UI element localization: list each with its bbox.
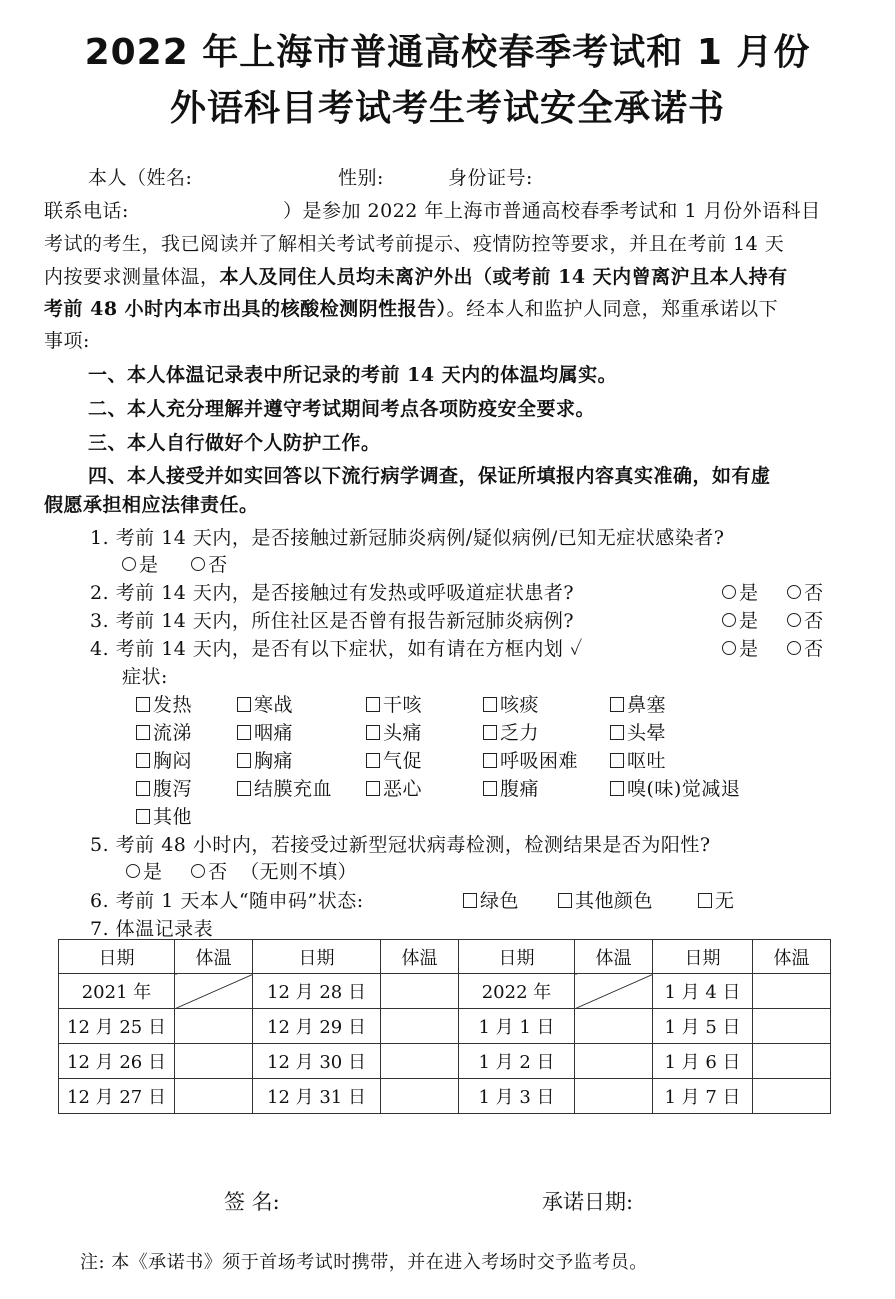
temperature-cell[interactable] xyxy=(175,1009,253,1044)
intro-line-4-normal: 内按要求测量体温， xyxy=(44,266,220,288)
symptom-label: 头痛 xyxy=(383,722,423,744)
symptom-checkbox[interactable] xyxy=(237,690,293,717)
date-cell: 1 月 4 日 xyxy=(653,974,753,1009)
date-cell: 2022 年 xyxy=(459,974,575,1009)
q6-option-other[interactable]: 其他颜色 xyxy=(558,886,653,913)
title-line-2: 外语科目考试考生考试安全承诺书 xyxy=(169,88,725,129)
symptom-label: 嗅(味)觉减退 xyxy=(627,778,741,800)
temperature-cell[interactable] xyxy=(381,1009,459,1044)
temperature-cell[interactable] xyxy=(381,974,459,1009)
symptom-label: 咽痛 xyxy=(254,722,294,744)
table-row xyxy=(59,1079,831,1114)
column-header: 体温 xyxy=(175,940,253,974)
pledge-date-label: 承诺日期: xyxy=(542,1190,634,1214)
temperature-cell[interactable] xyxy=(175,1044,253,1079)
checkbox-icon xyxy=(483,753,497,768)
radio-icon xyxy=(122,557,136,571)
checkbox-icon xyxy=(237,781,251,796)
symptom-label: 结膜充血 xyxy=(254,778,333,800)
radio-icon xyxy=(191,557,205,571)
diagonal-cell xyxy=(175,974,253,1009)
q1-options xyxy=(122,550,228,577)
checkbox-icon xyxy=(237,725,251,740)
checkbox-icon xyxy=(610,753,624,768)
temperature-cell[interactable] xyxy=(575,1044,653,1079)
temperature-cell[interactable] xyxy=(575,1079,653,1114)
symptom-label: 腹泻 xyxy=(153,778,193,800)
symptom-checkbox[interactable] xyxy=(610,718,666,745)
gender-label: 性别: xyxy=(338,167,384,189)
symptom-label: 鼻塞 xyxy=(627,694,667,716)
date-cell: 1 月 5 日 xyxy=(653,1009,753,1044)
symptom-checkbox[interactable] xyxy=(483,690,539,717)
symptom-label: 干咳 xyxy=(383,694,423,716)
symptom-checkbox[interactable] xyxy=(483,718,539,745)
signature-label: 签 名: xyxy=(224,1190,280,1214)
checkbox-icon xyxy=(136,697,150,712)
symptom-checkbox[interactable] xyxy=(136,746,192,773)
temperature-cell[interactable] xyxy=(753,1079,831,1114)
q5-yes[interactable]: 是 xyxy=(126,861,163,883)
date-cell: 1 月 3 日 xyxy=(459,1079,575,1114)
table-row xyxy=(59,1009,831,1044)
table-row xyxy=(59,974,831,1009)
question-6: 6. 考前 1 天本人“随申码”状态: xyxy=(90,890,364,912)
question-1: 1. 考前 14 天内，是否接触过新冠肺炎病例/疑似病例/已知无症状感染者? xyxy=(90,527,725,549)
checkbox-icon xyxy=(610,725,624,740)
temperature-cell[interactable] xyxy=(175,1079,253,1114)
q1-no[interactable]: 否 xyxy=(191,554,228,576)
q6-option-none[interactable]: 无 xyxy=(698,886,735,913)
question-4: 4. 考前 14 天内，是否有以下症状，如有请在方框内划 ✓ xyxy=(90,638,583,660)
column-header: 体温 xyxy=(575,940,653,974)
column-header: 日期 xyxy=(59,940,175,974)
q4-yes[interactable]: 是 xyxy=(722,638,759,660)
date-cell: 12 月 27 日 xyxy=(59,1079,175,1114)
question-2: 2. 考前 14 天内，是否接触过有发热或呼吸道症状患者? xyxy=(90,582,575,604)
symptom-label: 胸痛 xyxy=(254,750,294,772)
intro-line-5 xyxy=(44,294,778,321)
phone-label: 联系电话: xyxy=(44,200,129,222)
checkbox-icon xyxy=(610,781,624,796)
intro-line-4 xyxy=(44,262,788,289)
checkbox-icon xyxy=(136,781,150,796)
radio-icon xyxy=(126,864,140,878)
symptom-checkbox[interactable] xyxy=(237,746,293,773)
checkbox-icon xyxy=(558,893,572,908)
symptom-checkbox[interactable] xyxy=(366,774,422,801)
name-label: 本人（姓名: xyxy=(88,167,193,189)
checkbox-icon xyxy=(136,809,150,824)
checkbox-icon xyxy=(483,725,497,740)
symptom-label: 呼吸困难 xyxy=(500,750,579,772)
date-cell: 1 月 1 日 xyxy=(459,1009,575,1044)
date-cell: 12 月 28 日 xyxy=(253,974,381,1009)
checkbox-icon xyxy=(610,697,624,712)
symptom-checkbox[interactable] xyxy=(610,774,740,801)
symptom-checkbox[interactable] xyxy=(237,774,332,801)
checkbox-icon xyxy=(366,725,380,740)
temperature-cell[interactable] xyxy=(753,1009,831,1044)
radio-icon xyxy=(191,864,205,878)
symptom-label: 恶心 xyxy=(383,778,423,800)
table-row xyxy=(59,1044,831,1079)
radio-icon xyxy=(722,641,736,655)
q6-option-green[interactable]: 绿色 xyxy=(463,886,519,913)
symptom-checkbox[interactable] xyxy=(237,718,293,745)
checkbox-icon xyxy=(698,893,712,908)
symptom-checkbox[interactable] xyxy=(136,802,192,829)
date-cell: 1 月 6 日 xyxy=(653,1044,753,1079)
intro-line-6: 事项: xyxy=(44,330,90,352)
symptom-label: 发热 xyxy=(153,694,193,716)
radio-icon xyxy=(722,613,736,627)
pledge-1: 一、本人体温记录表中所记录的考前 14 天内的体温均属实。 xyxy=(88,364,618,386)
symptom-checkbox[interactable] xyxy=(366,746,422,773)
intro-line-5-bold: 考前 48 小时内本市出具的核酸检测阴性报告） xyxy=(44,298,447,320)
symptom-checkbox[interactable] xyxy=(136,774,192,801)
pledge-3: 三、本人自行做好个人防护工作。 xyxy=(88,432,381,454)
symptoms-label: 症状: xyxy=(122,666,168,688)
date-cell: 12 月 29 日 xyxy=(253,1009,381,1044)
symptom-checkbox[interactable] xyxy=(136,718,192,745)
radio-icon xyxy=(787,613,801,627)
checkbox-icon xyxy=(136,725,150,740)
symptom-checkbox[interactable] xyxy=(483,746,578,773)
symptom-label: 头晕 xyxy=(627,722,667,744)
pledge-4-cont: 假愿承担相应法律责任。 xyxy=(44,494,259,516)
date-cell: 12 月 31 日 xyxy=(253,1079,381,1114)
symptom-checkbox[interactable] xyxy=(136,690,192,717)
checkbox-icon xyxy=(366,781,380,796)
q4-options xyxy=(722,634,824,661)
q5-note: （无则不填） xyxy=(240,861,358,883)
q3-options xyxy=(722,606,824,633)
column-header: 日期 xyxy=(253,940,381,974)
checkbox-icon xyxy=(483,697,497,712)
id-number-label: 身份证号: xyxy=(448,167,533,189)
symptom-label: 气促 xyxy=(383,750,423,772)
symptom-label: 胸闷 xyxy=(153,750,193,772)
table-header-row xyxy=(59,940,831,974)
symptom-checkbox[interactable] xyxy=(366,718,422,745)
pledge-4: 四、本人接受并如实回答以下流行病学调查，保证所填报内容真实准确，如有虚 xyxy=(88,465,771,487)
q5-options xyxy=(126,857,357,884)
checkbox-icon xyxy=(463,893,477,908)
q2-yes[interactable]: 是 xyxy=(722,582,759,604)
symptom-label: 流涕 xyxy=(153,722,193,744)
temperature-table xyxy=(58,939,831,1114)
date-cell: 1 月 7 日 xyxy=(653,1079,753,1114)
q4-no[interactable]: 否 xyxy=(787,638,824,660)
q2-no[interactable]: 否 xyxy=(787,582,824,604)
symptom-label: 寒战 xyxy=(254,694,294,716)
checkbox-icon xyxy=(483,781,497,796)
intro-line-4-bold: 本人及同住人员均未离沪外出（或考前 14 天内曾离沪且本人持有 xyxy=(219,266,788,288)
intro-line-5-normal: 。经本人和监护人同意，郑重承诺以下 xyxy=(446,298,779,320)
checkbox-icon xyxy=(136,753,150,768)
temperature-cell[interactable] xyxy=(381,1044,459,1079)
intro-line-3: 考试的考生，我已阅读并了解相关考试考前提示、疫情防控等要求，并且在考前 14 天 xyxy=(44,233,785,255)
q2-options xyxy=(722,578,824,605)
date-cell: 2021 年 xyxy=(59,974,175,1009)
pledge-2: 二、本人充分理解并遵守考试期间考点各项防疫安全要求。 xyxy=(88,398,596,420)
radio-icon xyxy=(787,641,801,655)
symptom-label: 乏力 xyxy=(500,722,540,744)
symptom-label: 腹痛 xyxy=(500,778,540,800)
column-header: 体温 xyxy=(381,940,459,974)
question-5: 5. 考前 48 小时内，若接受过新型冠状病毒检测，检测结果是否为阳性? xyxy=(90,834,711,856)
radio-icon xyxy=(722,585,736,599)
checkbox-icon xyxy=(237,697,251,712)
question-7: 7. 体温记录表 xyxy=(90,918,214,940)
symptom-checkbox[interactable] xyxy=(483,774,539,801)
temperature-cell[interactable] xyxy=(753,974,831,1009)
date-cell: 12 月 26 日 xyxy=(59,1044,175,1079)
temperature-cell[interactable] xyxy=(575,1009,653,1044)
symptom-label: 呕吐 xyxy=(627,750,667,772)
intro-line-2: ）是参加 2022 年上海市普通高校春季考试和 1 月份外语科目 xyxy=(283,200,821,222)
date-cell: 1 月 2 日 xyxy=(459,1044,575,1079)
footer-note: 注: 本《承诺书》须于首场考试时携带，并在进入考场时交予监考员。 xyxy=(80,1252,648,1273)
q1-yes[interactable]: 是 xyxy=(122,554,159,576)
symptom-checkbox[interactable] xyxy=(610,746,666,773)
temperature-cell[interactable] xyxy=(381,1079,459,1114)
temperature-cell[interactable] xyxy=(753,1044,831,1079)
checkbox-icon xyxy=(366,697,380,712)
symptom-checkbox[interactable] xyxy=(610,690,666,717)
date-cell: 12 月 25 日 xyxy=(59,1009,175,1044)
symptom-label: 其他 xyxy=(153,806,193,828)
column-header: 体温 xyxy=(753,940,831,974)
symptom-checkbox[interactable] xyxy=(366,690,422,717)
question-3: 3. 考前 14 天内，所住社区是否曾有报告新冠肺炎病例? xyxy=(90,610,575,632)
radio-icon xyxy=(787,585,801,599)
checkbox-icon xyxy=(237,753,251,768)
column-header: 日期 xyxy=(459,940,575,974)
q3-no[interactable]: 否 xyxy=(787,610,824,632)
column-header: 日期 xyxy=(653,940,753,974)
q5-no[interactable]: 否 xyxy=(191,861,228,883)
q3-yes[interactable]: 是 xyxy=(722,610,759,632)
checkbox-icon xyxy=(366,753,380,768)
title-line-1: 2022 年上海市普通高校春季考试和 1 月份 xyxy=(84,32,811,73)
symptom-label: 咳痰 xyxy=(500,694,540,716)
diagonal-cell xyxy=(575,974,653,1009)
date-cell: 12 月 30 日 xyxy=(253,1044,381,1079)
